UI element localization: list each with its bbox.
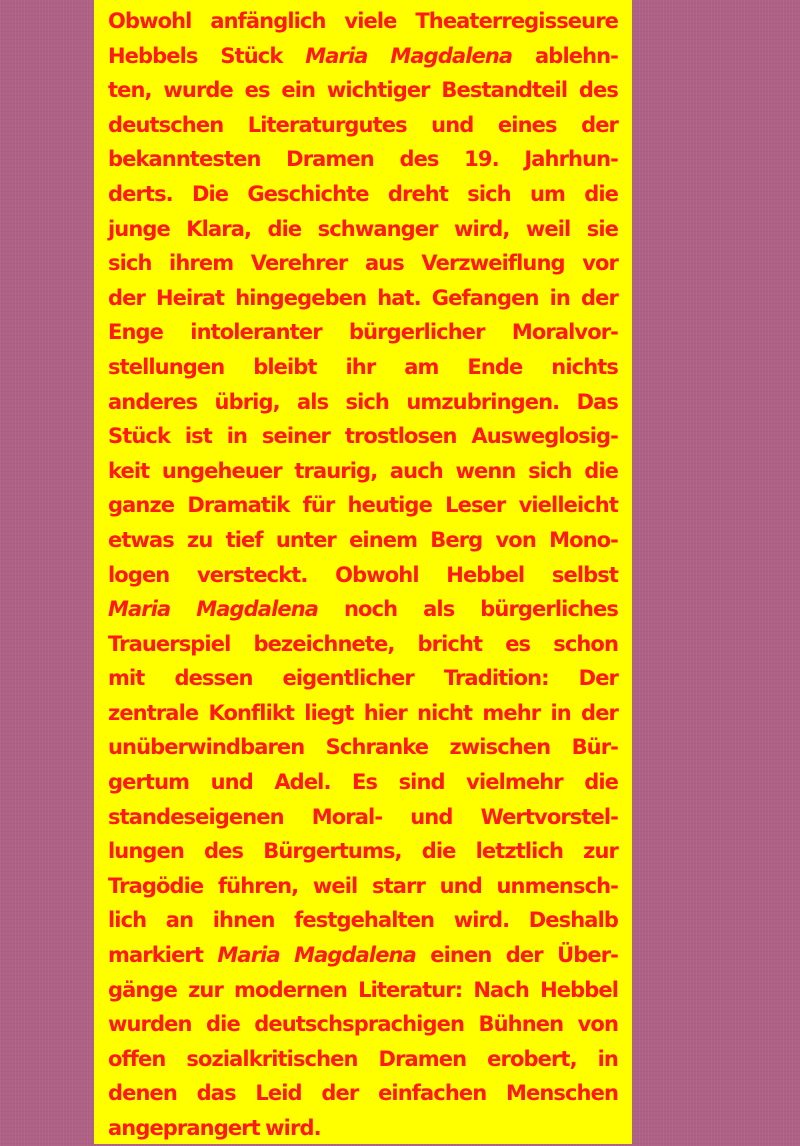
blurb-line: standeseigenen Moral- und Wertvorstel- — [108, 804, 618, 829]
blurb-line: stellungen bleibt ihr am Ende nichts — [108, 354, 618, 379]
blurb-line: zentrale Konflikt liegt hier nicht mehr in der — [108, 700, 618, 725]
blurb-line: ten, wurde es ein wichtiger Bestandteil des — [108, 78, 618, 103]
blurb-line — [108, 39, 618, 74]
play-title-italic: Maria Magdalena — [305, 43, 513, 68]
blurb-line: Trauerspiel bezeichnete, bricht es schon — [108, 631, 618, 656]
blurb-line: anderes übrig, als sich umzubringen. Das — [108, 389, 618, 414]
blurb-line: bekanntesten Dramen des 19. Jahrhun- — [108, 147, 618, 172]
blurb-line: Stück ist in seiner trostlosen Ausweglosig- — [108, 424, 618, 449]
blurb-line: keit ungeheuer traurig, auch wenn sich die — [108, 458, 618, 483]
blurb-line: offen sozialkritischen Dramen erobert, in — [108, 1046, 618, 1071]
blurb-text-run: einen der Über- — [415, 943, 618, 968]
blurb-text-run: Hebbels Stück — [108, 43, 306, 68]
blurb-line: gänge zur modernen Literatur: Nach Hebbel — [108, 977, 618, 1002]
blurb-line: Obwohl anfänglich viele Theaterregisseure — [108, 9, 618, 33]
blurb-text-run: markiert — [108, 943, 218, 968]
blurb-line: ganze Dramatik für heutige Leser vielleicht — [108, 493, 618, 518]
blurb-line: Tragödie führen, weil starr und unmensch- — [108, 873, 618, 898]
blurb-line — [108, 938, 618, 973]
blurb-line: mit dessen eigentlicher Tradition: Der — [108, 666, 618, 691]
blurb-text — [108, 4, 618, 1146]
blurb-text-run: ablehn- — [512, 43, 619, 68]
blurb-text-run: noch als bürgerliches — [318, 597, 618, 622]
blurb-panel — [94, 0, 632, 1144]
blurb-line — [108, 592, 618, 627]
blurb-line: junge Klara, die schwanger wird, weil sie — [108, 216, 618, 241]
blurb-line: Enge intoleranter bürgerlicher Moralvor- — [108, 320, 618, 345]
blurb-line: wurden die deutschsprachigen Bühnen von — [108, 1012, 618, 1037]
blurb-line: deutschen Literaturgutes und eines der — [108, 112, 618, 137]
blurb-line: etwas zu tief unter einem Berg von Mono- — [108, 527, 618, 552]
play-title-italic: Maria Magdalena — [108, 597, 319, 622]
blurb-line: lich an ihnen festgehalten wird. Deshalb — [108, 908, 618, 933]
blurb-line: derts. Die Geschichte dreht sich um die — [108, 181, 618, 206]
blurb-line: logen versteckt. Obwohl Hebbel selbst — [108, 562, 618, 587]
blurb-line: unüberwindbaren Schranke zwischen Bür- — [108, 735, 618, 760]
blurb-line: denen das Leid der einfachen Menschen — [108, 1081, 618, 1106]
blurb-line: sich ihrem Verehrer aus Verzweiflung vor — [108, 251, 618, 276]
blurb-line: der Heirat hingegeben hat. Gefangen in der — [108, 285, 618, 310]
blurb-line: gertum und Adel. Es sind vielmehr die — [108, 770, 618, 795]
blurb-line: lungen des Bürgertums, die letztlich zur — [108, 839, 618, 864]
blurb-line: angeprangert wird. — [108, 1116, 321, 1140]
play-title-italic: Maria Magdalena — [217, 943, 416, 968]
